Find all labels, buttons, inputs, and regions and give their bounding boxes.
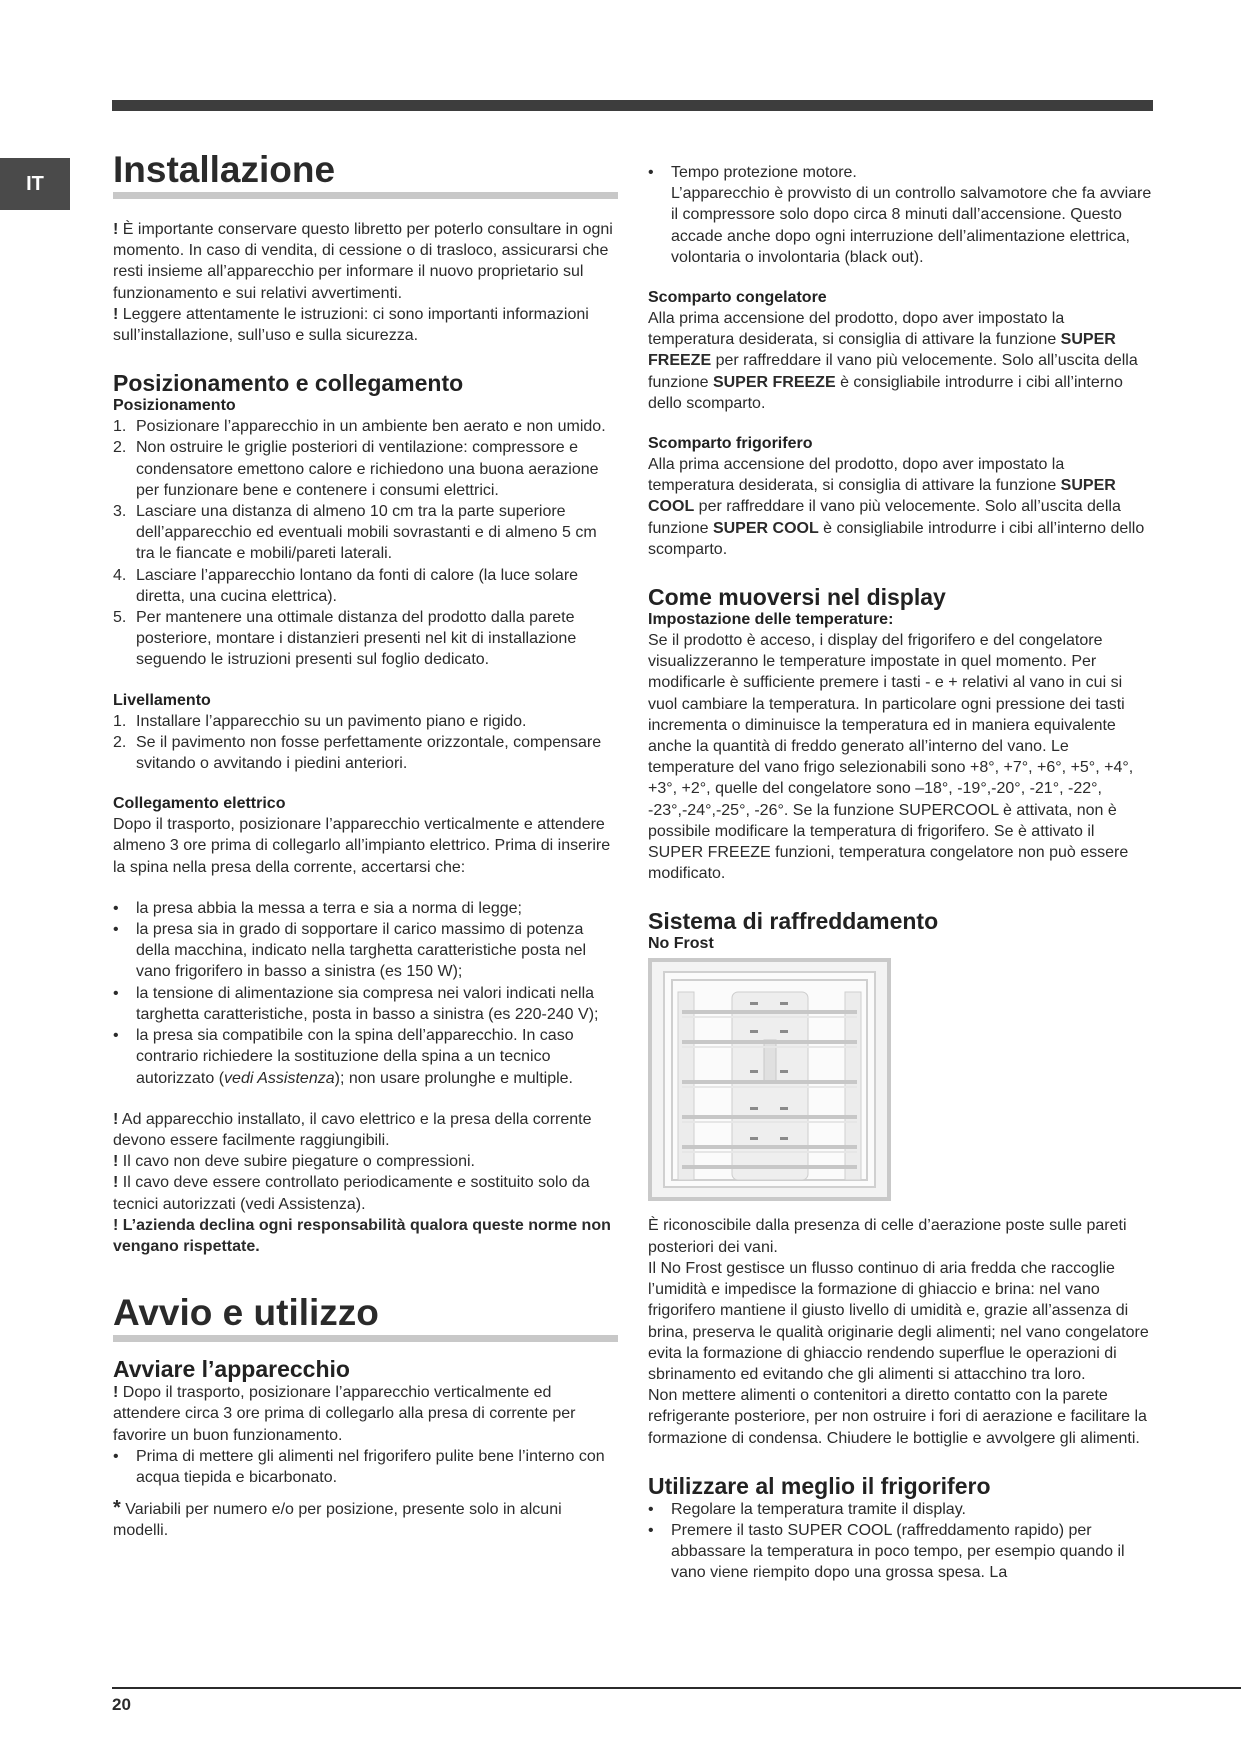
livellamento-subtitle: Livellamento [113, 691, 211, 709]
footer-rule [112, 1687, 1241, 1689]
avvio-title: Avvio e utilizzo [113, 1291, 618, 1342]
footnote: * Variabili per numero e/o per posizione, presente solo in alcuni modelli. [113, 1497, 562, 1540]
warning-1: ! Ad apparecchio installato, il cavo elettrico e la presa della corrente devono essere facilmente raggiungibili. [113, 1110, 592, 1149]
posizionamento-subtitle: Posizionamento [113, 397, 236, 415]
list-item: 5. Per mantenere una ottimale distanza del prodotto dalla parete posteriore, montare i distanzieri presenti nel kit di installazione seguendo le istruzioni presenti sul foglio dedicato. [113, 609, 577, 669]
fridge-text: Alla prima accensione del prodotto, dopo aver impostato la temperatura desiderata, si consiglia di attivare la funzione SUPER COOL per raffreddare il vano più velocemente. Solo all’uscita della funzione SUPER COOL è consigliabile introdurre i cibi all’interno dello scomparto. [648, 456, 1145, 558]
list-item: • la tensione di alimentazione sia compresa nei valori indicati nella targhetta caratteristiche, posta in basso a sinistra (es 220-240 V); [113, 984, 599, 1023]
cooling-text-3: Non mettere alimenti o contenitori a diretto contatto con la parete refrigerante posteriore, per non ostruire i fori di aerazione e facilitare la formazione di condensa. Chiudere le bottiglie e avvolgere gli alimenti. [648, 1387, 1147, 1447]
list-item: • la presa sia in grado di sopportare il carico massimo di potenza della macchina, indicato nella targhetta caratteristiche posta nel vano frigorifero in basso a sinistra (es 150 W); [113, 921, 587, 981]
posizionamento-list [113, 416, 618, 670]
display-subtitle: Impostazione delle temperature: [648, 611, 894, 629]
cooling-subtitle: No Frost [648, 935, 714, 953]
warning-mark: ! [113, 305, 119, 323]
posizionamento-title: Posizionamento e collegamento [113, 370, 464, 397]
freezer-subtitle: Scomparto congelatore [648, 289, 827, 307]
top-rule [112, 100, 1153, 111]
right-column [648, 162, 1153, 1584]
warning-mark: ! [113, 221, 119, 238]
list-item: • la presa abbia la messa a terra e sia a norma di legge; [113, 899, 522, 917]
list-item: 4. Lasciare l’apparecchio lontano da fonti di calore (la luce solare diretta, una cucina elettrica). [113, 566, 579, 605]
list-item: • Tempo protezione motore. L’apparecchio è provvisto di un controllo salvamotore che fa avviare il compressore solo dopo circa 8 minuti dall’accensione. Questo accade anche dopo ogni interruzione dell’alimentazione elettrica, volontaria o involontaria (black out). [648, 164, 1152, 266]
list-item: • Prima di mettere gli alimenti nel frigorifero pulite bene l’interno con acqua tiepida e bicarbonato. [113, 1447, 605, 1486]
list-item: 2. Non ostruire le griglie posteriori di ventilazione: compressore e condensatore emettono calore e richiedono una buona aerazione per funzionare bene e contenere i consumi elettrici. [113, 439, 599, 499]
livellamento-list [113, 711, 618, 775]
list-item: 2. Se il pavimento non fosse perfettamente orizzontale, compensare svitando o avvitando i piedini anteriori. [113, 733, 602, 773]
language-tab: IT [0, 158, 70, 210]
intro-paragraph-2: ! Leggere attentamente le istruzioni: ci sono importanti informazioni sull’installazione, sull’uso e sulla sicurezza. [113, 305, 589, 345]
list-item: • la presa sia compatibile con la spina dell’apparecchio. In caso contrario richiedere la sostituzione della spina a un tecnico autorizzato (vedi Assistenza); non usare prolunghe e multiple. [113, 1027, 574, 1087]
cooling-text-1: È riconoscibile dalla presenza di celle d’aerazione poste sulle pareti posteriori dei vani. [648, 1217, 1127, 1256]
list-item: 1. Installare l’apparecchio su un pavimento piano e rigido. [113, 712, 527, 730]
installazione-title: Installazione [113, 148, 618, 199]
collegamento-subtitle: Collegamento elettrico [113, 795, 286, 813]
display-text: Se il prodotto è acceso, i display del frigorifero e del congelatore visualizzeranno le temperature impostate in quel momento. Per modificarle è sufficiente premere i tasti - e + relativi al vano in cui si vuol cambiare la temperatura. In particolare ogni pressione dei tasti incrementa o diminuisce la temperatura ed in maniera equivalente anche la quantità di freddo generato all’interno del vano. Le temperature del vano frigo selezionabili sono +8°, +7°, +6°, +5°, +4°, +3°, +2°, quelle del congelatore sono –18°, -19°,-20°, -21°, -22°, -23°,-24°,-25°, -26°. Se la funzione SUPERCOOL è attivata, non è possibile modificare la temperatura di frigorifero. Se è attivato il SUPER FREEZE funzioni, temperatura congelatore non può essere modificato. [648, 632, 1134, 883]
collegamento-text: Dopo il trasporto, posizionare l’apparecchio verticalmente e attendere almeno 3 ore prima di collegarlo all’impianto elettrico. Prima di inserire la spina nella presa della corrente, accertarsi che: [113, 816, 611, 876]
cooling-title: Sistema di raffreddamento [648, 908, 939, 935]
fridge-subtitle: Scomparto frigorifero [648, 435, 813, 453]
avviare-text: ! Dopo il trasporto, posizionare l’apparecchio verticalmente ed attendere circa 3 ore prima di collegarlo alla presa di corrente per favorire un buon funzionamento. [113, 1384, 576, 1444]
page-number: 20 [112, 1695, 131, 1714]
display-title: Come muoversi nel display [648, 584, 946, 611]
freezer-text: Alla prima accensione del prodotto, dopo aver impostato la temperatura desiderata, si consiglia di attivare la funzione SUPER FREEZE per raffreddare il vano più velocemente. Solo all’uscita della funzione SUPER FREEZE è consigliabile introdurre i cibi all’interno dello scomparto. [648, 310, 1138, 412]
warning-4: ! L’azienda declina ogni responsabilità qualora queste norme non vengano rispettate. [113, 1216, 611, 1255]
warning-3: ! Il cavo deve essere controllato periodicamente e sostituito solo da tecnici autorizzati (vedi Assistenza). [113, 1174, 590, 1213]
fridge-interior-image [648, 958, 891, 1201]
cooling-text-2: Il No Frost gestisce un flusso continuo di aria fredda che raccoglie l’umidità e impedisce la formazione di ghiaccio e brina: nel vano frigorifero mantiene il giusto livello di umidità e, grazie all’assenza di brina, preserva le qualità originarie degli alimenti; nel vano congelatore evita la formazione di ghiaccio rendendo superflue le operazioni di sbrinamento ed evitando che gli alimenti si attacchino tra loro. [648, 1259, 1149, 1383]
left-column [113, 148, 618, 1542]
use-fridge-title: Utilizzare al meglio il frigorifero [648, 1472, 991, 1499]
motor-list [648, 162, 1153, 268]
collegamento-list [113, 898, 618, 1089]
list-item: 3. Lasciare una distanza di almeno 10 cm tra la parte superiore dell’apparecchio ed eventuali mobili sovrastanti e di almeno 5 cm tra le fiancate e mobili/pareti laterali. [113, 503, 597, 563]
list-item: • Premere il tasto SUPER COOL (raffreddamento rapido) per abbassare la temperatura in poco tempo, per esempio quando il vano viene riempito dopo una grossa spesa. La [648, 1521, 1125, 1582]
avviare-title: Avviare l’apparecchio [113, 1356, 350, 1383]
fridge-illustration [652, 962, 887, 1197]
list-item: 1. Posizionare l’apparecchio in un ambiente ben aerato e non umido. [113, 418, 606, 436]
avviare-list [113, 1446, 618, 1488]
intro-paragraph-1: ! È importante conservare questo libretto per poterlo consultare in ogni momento. In caso di vendita, di cessione o di trasloco, assicurarsi che resti insieme all’apparecchio per informare il nuovo proprietario sul funzionamento e sui relativi avvertimenti. [113, 221, 613, 302]
list-item: • Regolare la temperatura tramite il display. [648, 1500, 966, 1518]
use-fridge-list [648, 1499, 1153, 1584]
warning-2: ! Il cavo non deve subire piegature o compressioni. [113, 1153, 475, 1171]
